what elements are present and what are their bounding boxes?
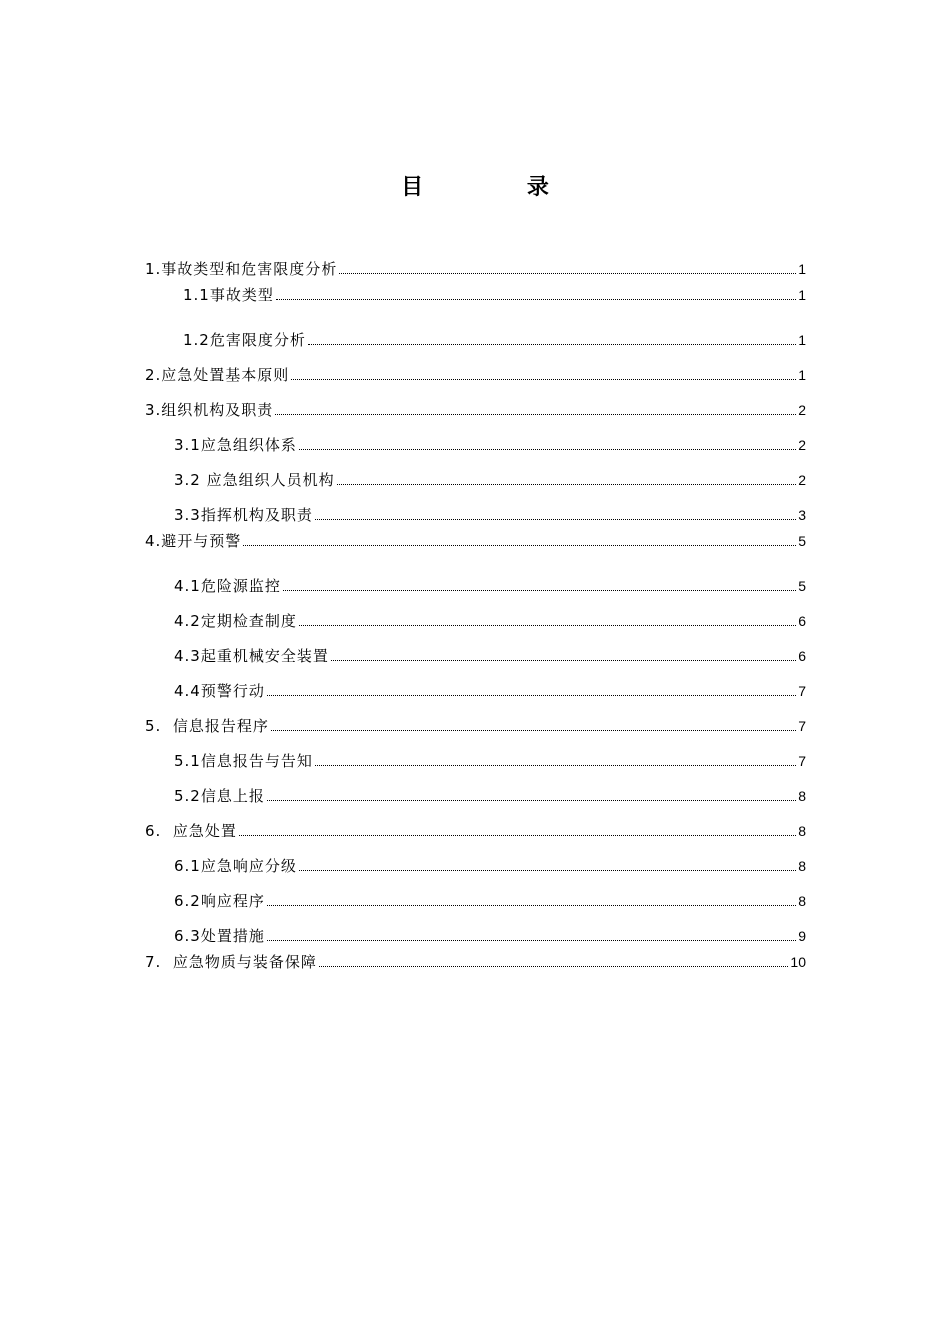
- toc-entry-label: 1.2危害限度分析: [183, 331, 306, 349]
- toc-entry-label: 6.3处置措施: [174, 927, 265, 945]
- toc-entry-5-2[interactable]: [174, 786, 806, 806]
- dot-leader: [275, 414, 796, 415]
- dot-leader: [299, 449, 796, 450]
- toc-entry-label: 3.2 应急组织人员机构: [174, 471, 335, 489]
- toc-entry-1[interactable]: [145, 259, 806, 279]
- dot-leader: [271, 730, 796, 731]
- toc-entry-6-2[interactable]: [174, 891, 806, 911]
- toc-page-number: 3: [798, 507, 806, 523]
- toc-page-number: 10: [790, 954, 806, 970]
- toc-entry-label: 5.1信息报告与告知: [174, 752, 313, 770]
- dot-leader: [319, 966, 789, 967]
- toc-entry-5[interactable]: [145, 716, 806, 736]
- toc-page-number: 2: [798, 472, 806, 488]
- dot-leader: [315, 765, 796, 766]
- toc-page-number: 7: [798, 753, 806, 769]
- toc-entry-3-2[interactable]: [174, 470, 806, 490]
- dot-leader: [267, 800, 796, 801]
- toc-entry-label: 1.1事故类型: [183, 286, 274, 304]
- toc-page-number: 8: [798, 823, 806, 839]
- toc-entry-label: 4.避开与预警: [145, 532, 242, 550]
- toc-entry-label: 3.3指挥机构及职责: [174, 506, 313, 524]
- toc-entry-1-2[interactable]: [183, 330, 806, 350]
- toc-entry-6-3[interactable]: [174, 926, 806, 946]
- toc-entry-4[interactable]: [145, 531, 806, 551]
- toc-page-number: 8: [798, 858, 806, 874]
- dot-leader: [291, 379, 796, 380]
- toc-entry-5-1[interactable]: [174, 751, 806, 771]
- toc-entry-label: 2.应急处置基本原则: [145, 366, 290, 384]
- toc-entry-7[interactable]: [145, 952, 806, 972]
- toc-page-number: 2: [798, 402, 806, 418]
- toc-page-number: 5: [798, 578, 806, 594]
- toc-entry-3-3[interactable]: [174, 505, 806, 525]
- dot-leader: [239, 835, 796, 836]
- toc-page-number: 6: [798, 613, 806, 629]
- toc-entry-label: 5.2信息上报: [174, 787, 265, 805]
- toc-entry-label: 5. 信息报告程序: [145, 717, 269, 735]
- dot-leader: [276, 299, 796, 300]
- toc-entry-label: 1.事故类型和危害限度分析: [145, 260, 338, 278]
- toc-page-number: 8: [798, 893, 806, 909]
- toc-entry-4-1[interactable]: [174, 576, 806, 596]
- toc-page-number: 7: [798, 683, 806, 699]
- dot-leader: [339, 273, 796, 274]
- toc-entry-6[interactable]: [145, 821, 806, 841]
- dot-leader: [299, 625, 796, 626]
- dot-leader: [308, 344, 796, 345]
- toc-page-number: 8: [798, 788, 806, 804]
- dot-leader: [283, 590, 796, 591]
- toc-entry-label: 6.1应急响应分级: [174, 857, 297, 875]
- toc-entry-label: 6.2响应程序: [174, 892, 265, 910]
- toc-entry-6-1[interactable]: [174, 856, 806, 876]
- toc-entry-4-4[interactable]: [174, 681, 806, 701]
- toc-entry-label: 4.3起重机械安全装置: [174, 647, 329, 665]
- toc-entry-3-1[interactable]: [174, 435, 806, 455]
- page-title: 目 录: [401, 175, 597, 200]
- toc-entry-label: 4.2定期检查制度: [174, 612, 297, 630]
- toc-page-number: 1: [798, 367, 806, 383]
- dot-leader: [267, 940, 796, 941]
- toc-entry-label: 6. 应急处置: [145, 822, 237, 840]
- toc-page-number: 6: [798, 648, 806, 664]
- dot-leader: [315, 519, 796, 520]
- toc-page-number: 5: [798, 533, 806, 549]
- toc-entry-label: 4.4预警行动: [174, 682, 265, 700]
- toc-entry-4-2[interactable]: [174, 611, 806, 631]
- toc-page-number: 1: [798, 332, 806, 348]
- toc-entry-3[interactable]: [145, 400, 806, 420]
- toc-entry-1-1[interactable]: [183, 285, 806, 305]
- dot-leader: [299, 870, 796, 871]
- toc-entry-4-3[interactable]: [174, 646, 806, 666]
- dot-leader: [243, 545, 796, 546]
- toc-page-number: 1: [798, 261, 806, 277]
- dot-leader: [267, 905, 796, 906]
- toc-entry-label: 4.1危险源监控: [174, 577, 281, 595]
- toc-entry-label: 3.1应急组织体系: [174, 436, 297, 454]
- toc-page-number: 7: [798, 718, 806, 734]
- toc-page-number: 2: [798, 437, 806, 453]
- toc-entry-label: 7. 应急物质与装备保障: [145, 953, 317, 971]
- toc-page-number: 1: [798, 287, 806, 303]
- toc-entry-2[interactable]: [145, 365, 806, 385]
- dot-leader: [331, 660, 796, 661]
- dot-leader: [267, 695, 796, 696]
- dot-leader: [337, 484, 797, 485]
- toc-page-number: 9: [798, 928, 806, 944]
- toc-entry-label: 3.组织机构及职责: [145, 401, 274, 419]
